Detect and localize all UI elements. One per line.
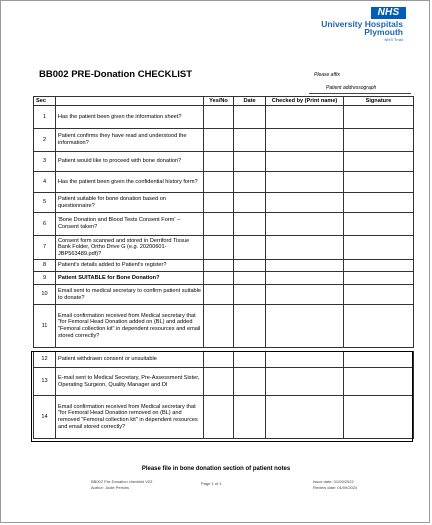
- yes-no-cell[interactable]: [204, 272, 234, 285]
- row-question: Patient withdrawn consent or unsuitable: [56, 352, 204, 368]
- checked-by-cell[interactable]: [266, 152, 344, 172]
- table-row: [34, 260, 414, 272]
- row-question: Patient suitable for bone donation based on questionnaire?: [56, 193, 204, 213]
- header-signature: Signature: [344, 97, 414, 106]
- yes-no-cell[interactable]: [204, 260, 234, 272]
- signature-cell[interactable]: [344, 172, 414, 193]
- doc-author: Author: Jodie Perkins: [91, 485, 130, 490]
- checked-by-cell[interactable]: [266, 368, 344, 396]
- checked-by-cell[interactable]: [266, 285, 344, 305]
- row-question: 'Bone Donation and Blood Tests Consent Form' – Consent taken?: [56, 213, 204, 236]
- row-number: 14: [34, 396, 56, 439]
- org-name-line3: NHS Trust: [384, 37, 403, 42]
- checked-by-cell[interactable]: [266, 106, 344, 129]
- row-question: Patient would like to proceed with bone donation?: [56, 152, 204, 172]
- signature-cell[interactable]: [344, 129, 414, 152]
- signature-cell[interactable]: [344, 396, 414, 439]
- table-row: [34, 193, 414, 213]
- yes-no-cell[interactable]: [204, 129, 234, 152]
- yes-no-cell[interactable]: [204, 172, 234, 193]
- checked-by-cell[interactable]: [266, 260, 344, 272]
- date-cell[interactable]: [234, 193, 266, 213]
- row-number: 6: [34, 213, 56, 236]
- header-checked-by: Checked by (Print name): [266, 97, 344, 106]
- yes-no-cell[interactable]: [204, 368, 234, 396]
- yes-no-cell[interactable]: [204, 193, 234, 213]
- row-number: 4: [34, 172, 56, 193]
- yes-no-cell[interactable]: [204, 305, 234, 348]
- date-cell[interactable]: [234, 106, 266, 129]
- row-question: Email confirmation received from Medical secretary that "for Femoral Head Donation added on (BL) and added "Femoral collection kit" in dependent resources and email stored correctly?: [56, 305, 204, 348]
- date-cell[interactable]: [234, 152, 266, 172]
- checked-by-cell[interactable]: [266, 172, 344, 193]
- checked-by-cell[interactable]: [266, 236, 344, 260]
- please-affix-label: Please affix: [314, 72, 340, 78]
- checked-by-cell[interactable]: [266, 272, 344, 285]
- yes-no-cell[interactable]: [204, 213, 234, 236]
- signature-cell[interactable]: [344, 236, 414, 260]
- table-header-row: [34, 97, 414, 106]
- table-row: [34, 285, 414, 305]
- yes-no-cell[interactable]: [204, 285, 234, 305]
- table-row: [34, 213, 414, 236]
- header-date: Date: [234, 97, 266, 106]
- checklist-table: [33, 96, 414, 439]
- date-cell[interactable]: [234, 213, 266, 236]
- row-number: 9: [34, 272, 56, 285]
- signature-cell[interactable]: [344, 106, 414, 129]
- checked-by-cell[interactable]: [266, 213, 344, 236]
- date-cell[interactable]: [234, 396, 266, 439]
- row-question: Has the patient been given the confidential history form?: [56, 172, 204, 193]
- table-row: [34, 352, 414, 368]
- table-row: [34, 106, 414, 129]
- signature-cell[interactable]: [344, 285, 414, 305]
- row-number: 1: [34, 106, 56, 129]
- row-number: 10: [34, 285, 56, 305]
- row-question: Patient confirms they have read and understood the information?: [56, 129, 204, 152]
- row-question: Patient SUITABLE for Bone Donation?: [56, 272, 204, 285]
- issue-date: Issue date: 01/09/2022: [313, 479, 354, 484]
- doc-ref: BB002 Pre-Donation checklist V03: [91, 479, 153, 484]
- date-cell[interactable]: [234, 129, 266, 152]
- date-cell[interactable]: [234, 368, 266, 396]
- header-question: [56, 97, 204, 106]
- signature-cell[interactable]: [344, 260, 414, 272]
- date-cell[interactable]: [234, 305, 266, 348]
- page-number: Page 1 of 1: [201, 481, 222, 486]
- review-date: Review date: 01/09/2024: [313, 485, 358, 490]
- row-question: E-mail sent to Medical Secretary, Pre-Assessment Sister, Operating Surgeon, Quality Manager and DI: [56, 368, 204, 396]
- signature-cell[interactable]: [344, 193, 414, 213]
- row-number: 13: [34, 368, 56, 396]
- table-row: [34, 152, 414, 172]
- row-number: 11: [34, 305, 56, 348]
- header-sec: Sec: [34, 97, 56, 106]
- nhs-logo: NHS: [371, 7, 406, 19]
- row-number: 12: [34, 352, 56, 368]
- org-name-line2: Plymouth: [364, 27, 403, 37]
- checked-by-cell[interactable]: [266, 305, 344, 348]
- row-number: 3: [34, 152, 56, 172]
- yes-no-cell[interactable]: [204, 352, 234, 368]
- date-cell[interactable]: [234, 285, 266, 305]
- table-row: [34, 236, 414, 260]
- table-row: [34, 272, 414, 285]
- table-row: [34, 172, 414, 193]
- yes-no-cell[interactable]: [204, 396, 234, 439]
- signature-cell[interactable]: [344, 152, 414, 172]
- row-number: 7: [34, 236, 56, 260]
- table-row: [34, 129, 414, 152]
- row-question: Email confirmation received from Medical secretary that "for Femoral Head Donation removed on (BL) and removed "Femoral collection kit" in dependent resources and email stored correctly?: [56, 396, 204, 439]
- date-cell[interactable]: [234, 260, 266, 272]
- checked-by-cell[interactable]: [266, 193, 344, 213]
- filing-note: Please file in bone donation section of patient notes: [141, 466, 291, 472]
- yes-no-cell[interactable]: [204, 236, 234, 260]
- checked-by-cell[interactable]: [266, 352, 344, 368]
- row-question: Consent form scanned and stored in Derriford Tissue Bank Folder, Ortho Drive G (e.g. 20200601-JBP563489.pdf)?: [56, 236, 204, 260]
- date-cell[interactable]: [234, 352, 266, 368]
- checked-by-cell[interactable]: [266, 396, 344, 439]
- row-question: Has the patient been given the information sheet?: [56, 106, 204, 129]
- yes-no-cell[interactable]: [204, 106, 234, 129]
- signature-cell[interactable]: [344, 272, 414, 285]
- table-row: [34, 305, 414, 348]
- row-number: 2: [34, 129, 56, 152]
- checked-by-cell[interactable]: [266, 129, 344, 152]
- row-number: 8: [34, 260, 56, 272]
- signature-cell[interactable]: [344, 352, 414, 368]
- signature-cell[interactable]: [344, 213, 414, 236]
- row-question: Email sent to medical secretary to confirm patient suitable to donate?: [56, 285, 204, 305]
- table-row: [34, 396, 414, 439]
- date-cell[interactable]: [234, 272, 266, 285]
- date-cell[interactable]: [234, 236, 266, 260]
- patient-addressograph-label: Patient addressograph: [326, 85, 377, 91]
- table-row: [34, 368, 414, 396]
- org-name-line1: University Hospitals: [321, 19, 403, 29]
- yes-no-cell[interactable]: [204, 152, 234, 172]
- date-cell[interactable]: [234, 172, 266, 193]
- signature-cell[interactable]: [344, 368, 414, 396]
- row-number: 5: [34, 193, 56, 213]
- signature-cell[interactable]: [344, 305, 414, 348]
- header-yes-no: Yes/No: [204, 97, 234, 106]
- page-title: BB002 PRE-Donation CHECKLIST: [39, 69, 193, 80]
- row-question: Patient's details added to Patient's register?: [56, 260, 204, 272]
